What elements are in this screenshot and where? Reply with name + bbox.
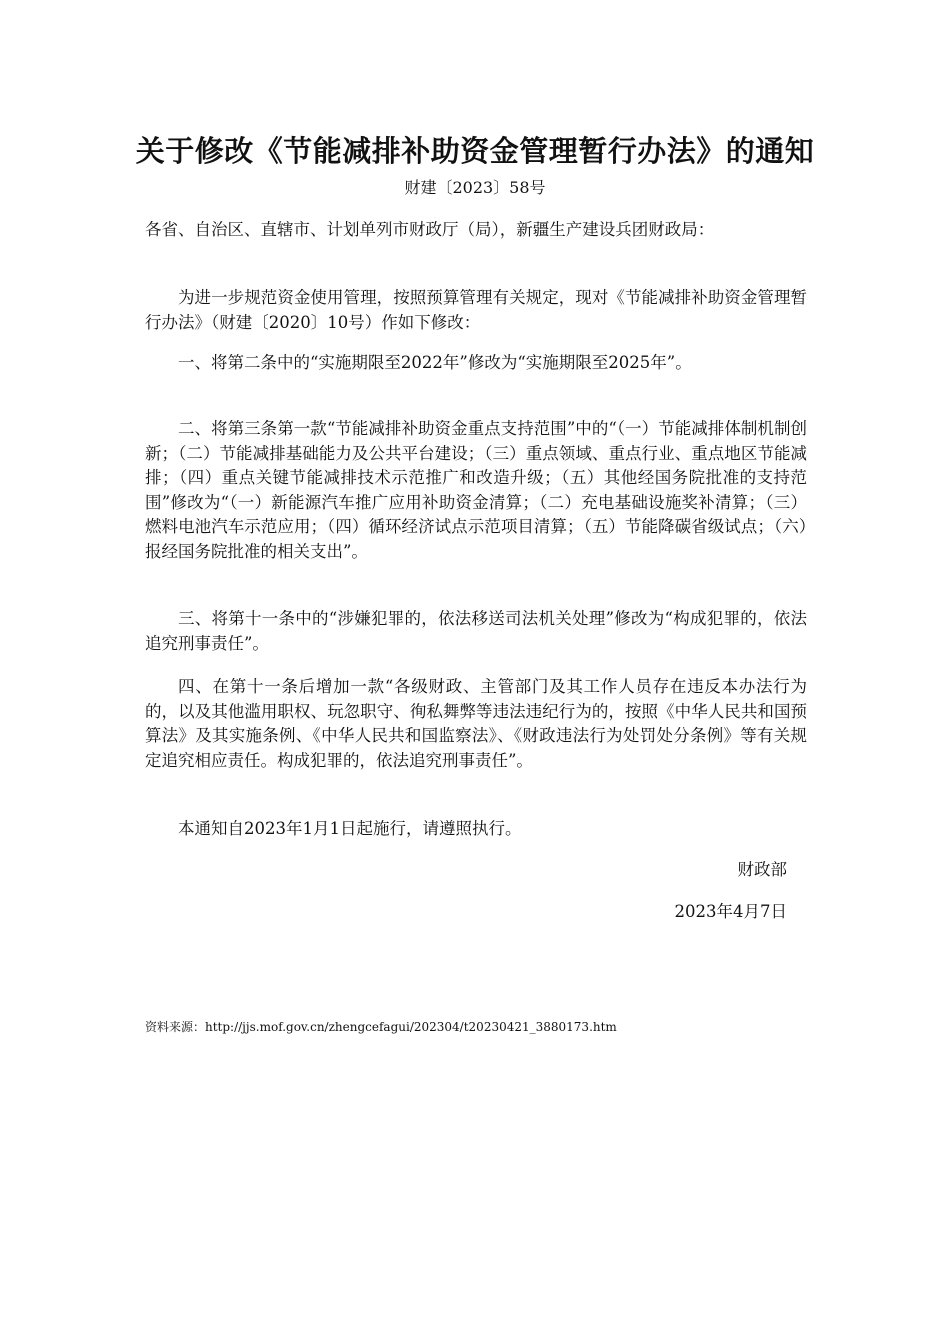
paragraph-item-3: 三、将第十一条中的“涉嫌犯罪的，依法移送司法机关处理”修改为“构成犯罪的，依法追究刑事责任”。: [145, 609, 807, 653]
paragraph-item-2: 二、将第三条第一款“节能减排补助资金重点支持范围”中的“（一）节能减排体制机制创新；（二）节能减排基础能力及公共平台建设；（三）重点领域、重点行业、重点地区节能减排；（四）重点关键节能减排技术示范推广和改造升级；（五）其他经国务院批准的支持范围”修改为“（一）新能源汽车推广应用补助资金清算；（二）充电基础设施奖补清算；（三）燃料电池汽车示范应用；（四）循环经济试点示范项目清算；（五）节能降碳省级试点；（六）报经国务院批准的相关支出”。: [145, 419, 807, 561]
paragraph-item-1: 一、将第二条中的“实施期限至2022年”修改为“实施期限至2025年”。: [178, 353, 692, 372]
paragraph-item-4: 四、在第十一条后增加一款“各级财政、主管部门及其工作人员存在违反本办法行为的，以及其他滥用职权、玩忽职守、徇私舞弊等违法违纪行为的，按照《中华人民共和国预算法》及其实施条例、《中华人民共和国监察法》、《财政违法行为处罚处分条例》等有关规定追究相应责任。构成犯罪的，依法追究刑事责任”。: [145, 677, 807, 770]
paragraph-intro: 为进一步规范资金使用管理，按照预算管理有关规定，现对《节能减排补助资金管理暂行办法》（财建〔2020〕10号）作如下修改：: [145, 288, 807, 332]
document-title: 关于修改《节能减排补助资金管理暂行办法》的通知: [135, 134, 815, 168]
salutation: 各省、自治区、直辖市、计划单列市财政厅（局），新疆生产建设兵团财政局：: [145, 220, 715, 239]
issue-date: 2023年4月7日: [674, 902, 787, 921]
document-number: 财建〔2023〕58号: [404, 178, 546, 197]
issuer-signature: 财政部: [737, 860, 787, 879]
source-link[interactable]: 资料来源：http://jjs.mof.gov.cn/zhengcefagui/202304/t20230421_3880173.htm: [145, 1020, 617, 1034]
paragraph-effective-date: 本通知自2023年1月1日起施行，请遵照执行。: [178, 819, 522, 838]
